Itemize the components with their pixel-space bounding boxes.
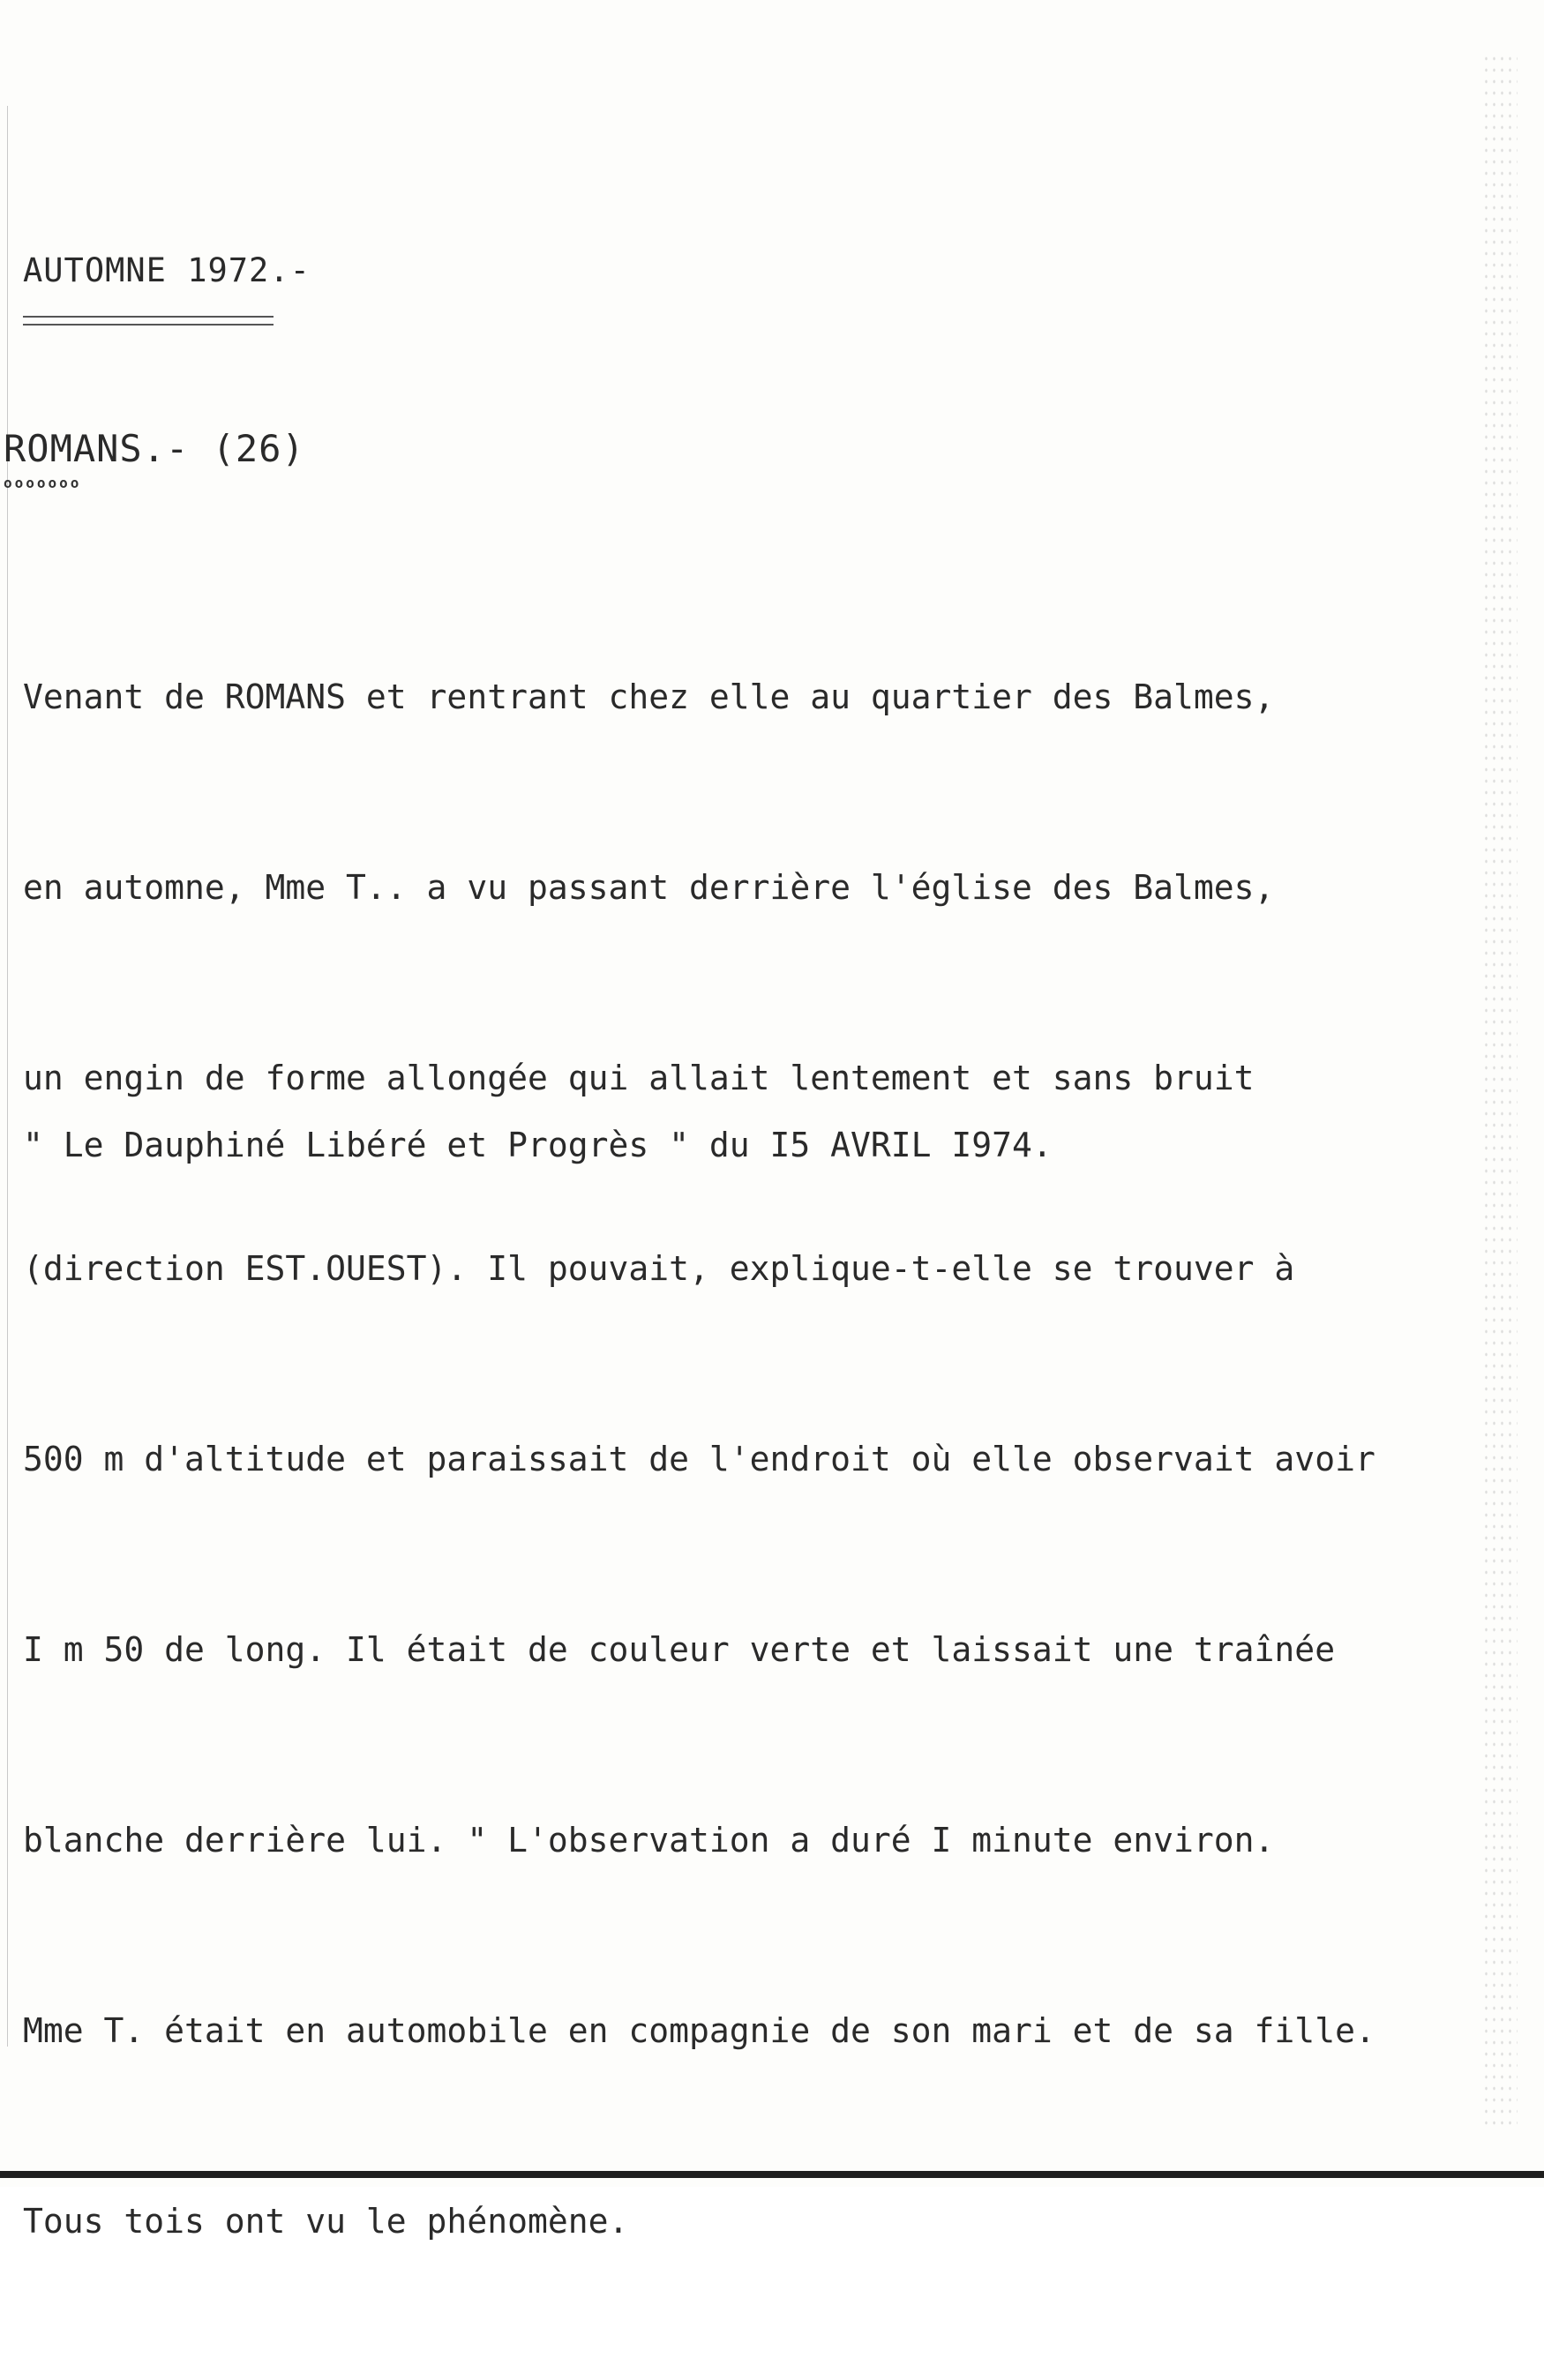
body-line: blanche derrière lui. " L'observation a duré I minute environ. (23, 1821, 1275, 1860)
date-heading-underline (23, 316, 274, 326)
body-line: un engin de forme allongée qui allait lentement et sans bruit (23, 1059, 1255, 1097)
body-line: (direction EST.OUEST). Il pouvait, explique-t-elle se trouver à (23, 1249, 1295, 1288)
body-line: Tous tois ont vu le phénomène. (23, 2202, 629, 2241)
body-line: en automne, Mme T.. a vu passant derrière l'église des Balmes, (23, 868, 1275, 907)
place-title-underline: ooooooo (4, 475, 82, 491)
body-line: I m 50 de long. Il était de couleur verte et laissait une traînée (23, 1630, 1336, 1669)
page-bottom-edge (0, 2171, 1544, 2178)
place-title: ROMANS.- (26) (4, 427, 305, 470)
margin-line (7, 106, 8, 2047)
scan-noise (1482, 53, 1518, 2126)
body-line: Venant de ROMANS et rentrant chez elle au quartier des Balmes, (23, 677, 1275, 716)
date-heading: AUTOMNE 1972.- (23, 251, 311, 289)
body-line: 500 m d'altitude et paraissait de l'endroit où elle observait avoir (23, 1440, 1375, 1478)
source-citation: " Le Dauphiné Libéré et Progrès " du I5 AVRIL I974. (23, 1126, 1053, 1164)
body-line: Mme T. était en automobile en compagnie de son mari et de sa fille. (23, 2011, 1375, 2050)
report-body (23, 538, 1470, 2380)
